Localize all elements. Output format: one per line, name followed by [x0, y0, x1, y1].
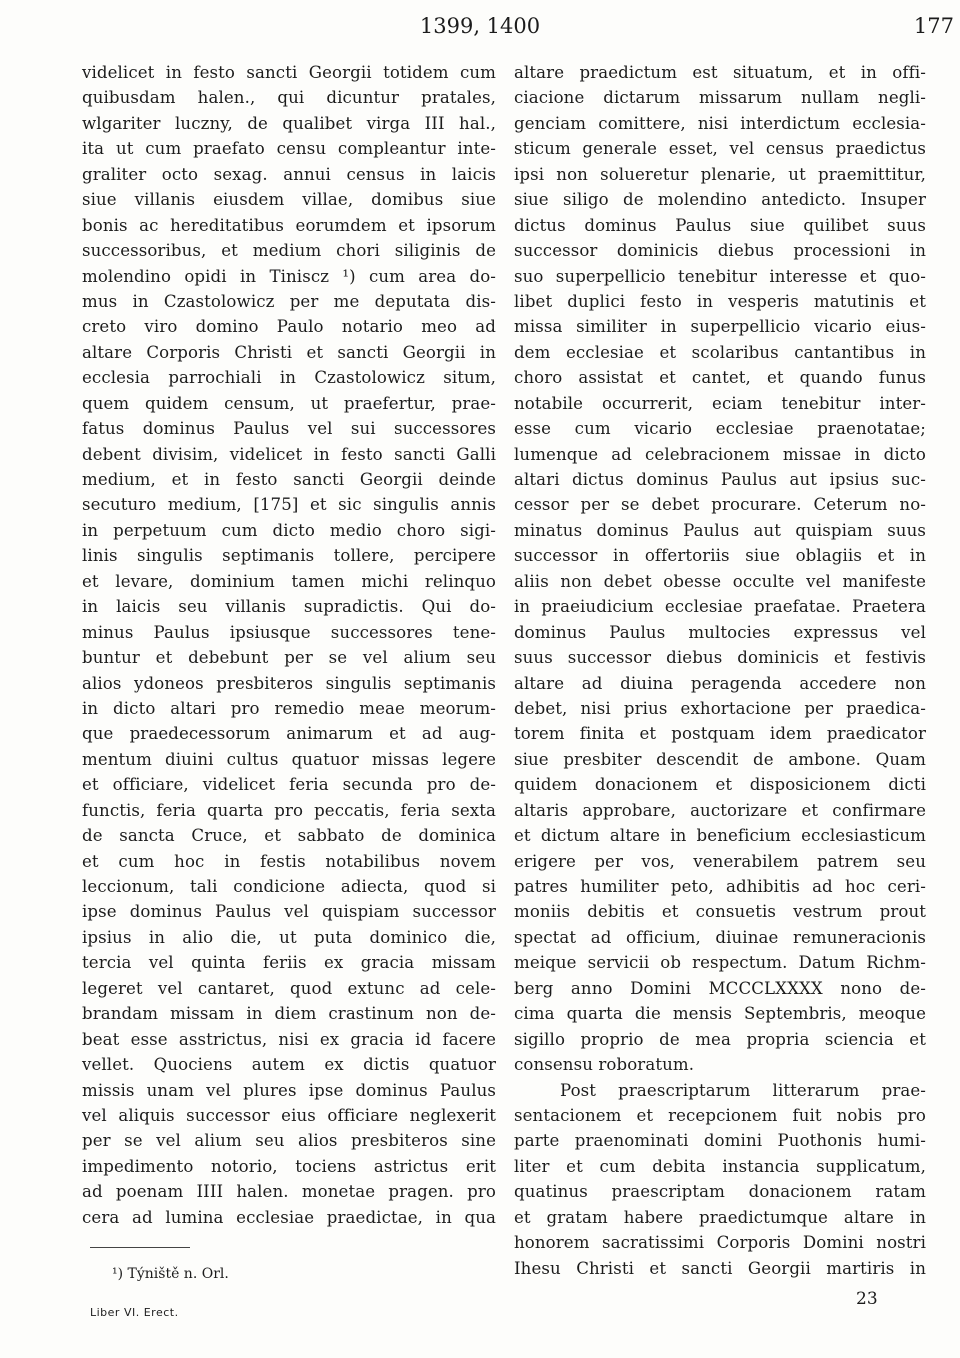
- text-line: bonis ac hereditatibus eorumdem et ipsorum: [82, 215, 496, 235]
- footnote-rule: [90, 1247, 190, 1248]
- text-line: de sancta Cruce, et sabbato de dominica: [82, 826, 496, 846]
- text-line: minatus dominus Paulus aut quispiam suus: [514, 520, 926, 540]
- text-line: ad poenam IIII halen. monetae pragen. pro: [82, 1182, 496, 1202]
- text-line: molendino opidi in Tiniscz ¹) cum area do-: [82, 266, 496, 286]
- text-line: spectat ad officium, diuinae remuneracionis: [514, 927, 926, 947]
- text-line: Ihesu Christi et sancti Georgii martiris in: [514, 1258, 926, 1278]
- running-head: [0, 12, 960, 44]
- text-line: graliter octo sexag. annui census in laicis: [82, 164, 496, 184]
- signature-mark: Liber VI. Erect.: [90, 1306, 179, 1319]
- text-line: et gratam habere praedictumque altare in: [514, 1207, 926, 1227]
- text-line: quatinus praescriptam donacionem ratam: [514, 1182, 926, 1202]
- footnote: ¹) Týniště n. Orl.: [112, 1266, 229, 1282]
- sheet-number: 23: [856, 1289, 878, 1309]
- text-line: notabile occurrerit, eciam tenebitur inter-: [514, 393, 926, 413]
- text-line: parte praenominati domini Puothonis humi-: [514, 1131, 926, 1151]
- text-line: debent divisim, videlicet in festo sancti Galli: [82, 444, 496, 464]
- text-line: cera ad lumina ecclesiae praedictae, in qua: [82, 1207, 496, 1227]
- text-line: per se vel alium seu alios presbiteros sine: [82, 1131, 496, 1151]
- text-line: successor dominicis diebus processioni in: [514, 241, 926, 261]
- text-line: siue siligo de molendino antedicto. Insuper: [514, 190, 926, 210]
- text-line: erigere per vos, venerabilem patrem seu: [514, 851, 926, 871]
- text-line: medium, et in festo sancti Georgii deinde: [82, 470, 496, 489]
- text-line: cessor per se debet procurare. Ceterum no-: [514, 495, 926, 515]
- text-line: fatus dominus Paulus vel sui successores: [82, 419, 496, 439]
- text-line: wlgariter luczny, de qualibet virga III hal.,: [82, 113, 496, 133]
- text-line: et officiare, videlicet feria secunda pro de-: [82, 775, 496, 795]
- text-line: minus Paulus ipsiusque successores tene-: [82, 622, 496, 642]
- text-line: moniis debitis et consuetis vestrum prout: [514, 902, 926, 922]
- text-line: mentum diuini cultus quatuor missas legere: [82, 749, 496, 769]
- text-line: sigillo proprio de mea propria sciencia et: [514, 1029, 926, 1049]
- text-line: in praeiudicium ecclesiae praefatae. Praetera: [514, 597, 926, 617]
- text-line: Post praescriptarum litterarum prae-: [560, 1080, 926, 1100]
- text-line: aliis non debet obesse occulte vel manifeste: [514, 571, 926, 591]
- text-line: altare praedictum est situatum, et in offi-: [514, 63, 926, 82]
- text-line: altare Corporis Christi et sancti Georgii in: [82, 342, 496, 362]
- text-line: choro assistat et cantet, et quando funus: [514, 368, 926, 388]
- text-line: successoribus, et medium chori siliginis de: [82, 241, 496, 261]
- text-line: ipse dominus Paulus vel quispiam successor: [82, 902, 496, 922]
- text-line: functis, feria quarta pro peccatis, feria sexta: [82, 800, 496, 820]
- text-line: et dictum altare in beneficium ecclesiasticum: [514, 826, 926, 846]
- text-line: suo superpellicio tenebitur interesse et quo-: [514, 266, 926, 286]
- text-line: successor in offertoriis siue oblagiis et in: [514, 546, 926, 566]
- text-line: mus in Czastolowicz per me deputata dis-: [82, 291, 496, 311]
- text-line: cima quarta die mensis Septembris, meoque: [514, 1004, 926, 1024]
- header-years: 1399, 1400: [419, 14, 541, 38]
- right-column: [514, 60, 926, 1281]
- text-line: videlicet in festo sancti Georgii totidem cum: [82, 63, 496, 82]
- text-line: ecclesia parrochiali in Czastolowicz situm,: [82, 368, 496, 388]
- text-line: patres humiliter peto, adhibitis ad hoc ceri-: [514, 877, 926, 896]
- text-line: secuturo medium, [175] et sic singulis annis: [82, 495, 496, 515]
- text-line: lumenque ad celebracionem missae in dicto: [514, 444, 926, 464]
- text-line: legeret vel cantaret, quod extunc ad cele-: [82, 978, 496, 998]
- text-line: creto viro domino Paulo notario meo ad: [82, 317, 496, 337]
- text-line: consensu roboratum.: [514, 1055, 695, 1075]
- text-line: meique servicii ob respectum. Datum Richm-: [514, 953, 926, 973]
- text-line: in dicto altari pro remedio meae meorum-: [82, 698, 496, 718]
- text-line: leccionum, tali condicione adiecta, quod si: [82, 877, 496, 896]
- text-line: buntur et debebunt per se vel alium seu: [82, 648, 496, 668]
- text-line: siue villanis eiusdem villae, domibus siue: [82, 190, 496, 210]
- text-line: alios ydoneos presbiteros singulis septimanis: [82, 673, 496, 693]
- text-line: dem ecclesiae et scolaribus cantantibus in: [514, 342, 926, 362]
- text-line: ita ut cum praefato censu compleantur inte-: [82, 139, 496, 159]
- text-line: vel aliquis successor eius officiare neglexerit: [82, 1105, 496, 1125]
- text-line: honorem sacratissimi Corporis Domini nostri: [514, 1233, 926, 1253]
- text-line: in perpetuum cum dicto medio choro sigi-: [82, 520, 496, 540]
- text-line: dominus Paulus multocies expressus vel: [514, 622, 926, 642]
- left-column: [82, 60, 496, 1230]
- text-line: in laicis seu villanis supradictis. Qui do-: [82, 597, 496, 617]
- text-line: sentacionem et recepcionem fuit nobis pro: [514, 1105, 926, 1125]
- text-line: ciacione dictarum missarum nullam negli-: [514, 88, 926, 108]
- text-line: berg anno Domini MCCCLXXXX nono de-: [514, 978, 926, 998]
- text-line: torem finita et postquam idem praedicator: [514, 724, 926, 744]
- text-line: ipsius in alio die, ut puta dominico die,: [82, 927, 496, 947]
- page-number: 177: [913, 14, 954, 38]
- text-line: esse cum vicario ecclesiae praenotatae;: [514, 419, 926, 439]
- text-line: impedimento notorio, tociens astrictus erit: [82, 1156, 496, 1176]
- text-line: quem quidem censum, ut praefertur, prae-: [82, 393, 496, 413]
- text-line: dictus dominus Paulus siue quilibet suus: [514, 215, 926, 235]
- text-line: liter et cum debita instancia supplicatum,: [514, 1156, 926, 1176]
- text-line: linis singulis septimanis tollere, percipere: [82, 546, 496, 566]
- text-line: siue presbiter descendit de ambone. Quam: [514, 749, 926, 769]
- text-line: missis unam vel plures ipse dominus Paulus: [82, 1080, 496, 1100]
- text-line: quibusdam halen., qui dicuntur pratales,: [82, 88, 496, 108]
- text-line: altaris approbare, auctorizare et confirmare: [514, 800, 926, 820]
- text-line: libet duplici festo in vesperis matutinis et: [514, 291, 926, 311]
- text-line: debet, nisi prius exhortacione per praedica-: [514, 698, 926, 718]
- text-line: vellet. Quociens autem ex dictis quatuor: [82, 1055, 496, 1075]
- text-line: sticum generale esset, vel census praedictus: [514, 139, 926, 159]
- text-line: suus successor diebus dominicis et festivis: [514, 648, 926, 668]
- text-line: genciam comittere, nisi interdictum ecclesia-: [514, 113, 926, 133]
- text-line: ipsi non solueretur plenarie, ut praemittitur,: [514, 164, 926, 184]
- text-line: altari dictus dominus Paulus aut ipsius suc-: [514, 470, 926, 489]
- text-line: tercia vel quinta feriis ex gracia missam: [82, 953, 496, 973]
- text-line: altare ad diuina peragenda accedere non: [514, 673, 926, 693]
- text-line: quidem donacionem et disposicionem dicti: [514, 775, 926, 795]
- text-line: beat esse asstrictus, nisi ex gracia id facere: [82, 1029, 496, 1049]
- text-line: et levare, dominium tamen michi relinquo: [82, 571, 496, 591]
- text-line: et cum hoc in festis notabilibus novem: [82, 851, 496, 871]
- text-line: missa similiter in superpellicio vicario eius-: [514, 317, 926, 337]
- text-line: que praedecessorum animarum et ad aug-: [82, 724, 496, 744]
- text-line: brandam missam in diem crastinum non de-: [82, 1004, 496, 1024]
